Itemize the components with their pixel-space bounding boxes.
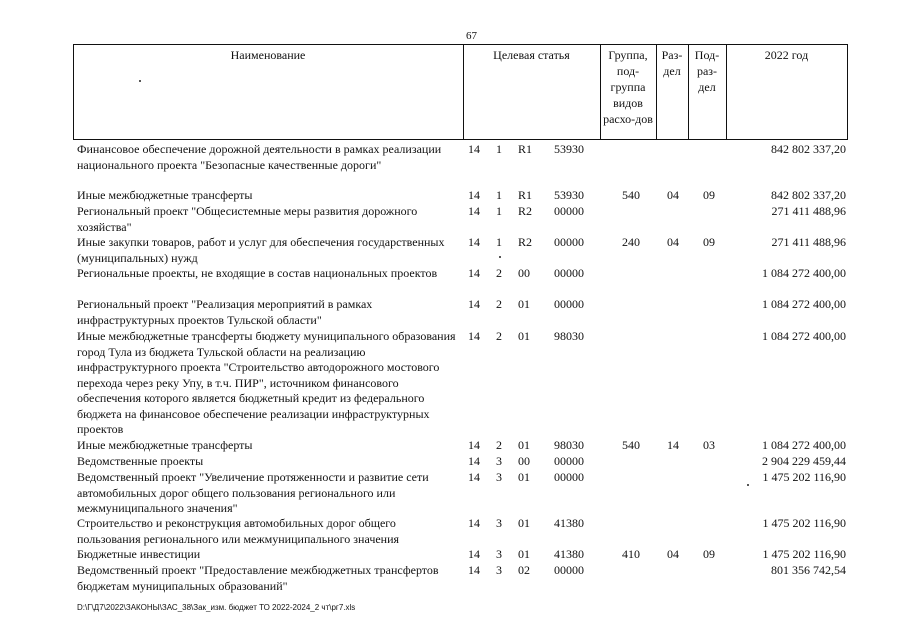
row-code-3: 00 — [518, 266, 530, 280]
row-code-3: 02 — [518, 563, 530, 577]
header-divider-target — [600, 44, 601, 140]
row-code-3: R2 — [518, 235, 533, 249]
row-code-2: 3 — [496, 563, 502, 577]
row-name: Ведомственный проект "Предоставление межбюджетных трансфертов бюджетам муниципальных образований" — [77, 563, 439, 593]
row-section: 14 — [667, 438, 679, 452]
row-code-2: 1 — [496, 235, 502, 249]
row-name: Иные межбюджетные трансферты бюджету муниципального образования город Тула из бюджета Тульской области на реализацию инфраструктурного проекта "Строительство автодорожного мостового перехода через реку Упу, в т.ч. ПИР", источником финансового обеспечения которого является бюджетный кредит из федерального бюджета на финансовое обеспечение реализации инфраструктурных проектов — [77, 329, 456, 436]
page-number: 67 — [466, 30, 477, 42]
row-code-3: 01 — [518, 547, 530, 561]
row-code-1: 14 — [468, 204, 480, 218]
row-amount: 842 802 337,20 — [771, 142, 846, 156]
row-amount: 2 904 229 459,44 — [762, 454, 846, 468]
row-code-2: 3 — [496, 454, 502, 468]
header-bottom-border — [73, 139, 848, 140]
row-amount: 1 475 202 116,90 — [762, 547, 846, 561]
row-name: Строительство и реконструкция автомобильных дорог общего пользования регионального или межмуниципального значения — [77, 516, 400, 546]
row-amount: 271 411 488,96 — [771, 235, 846, 249]
scan-speck — [139, 80, 141, 82]
row-section: 04 — [667, 188, 679, 202]
row-code-4: 00000 — [554, 204, 584, 218]
header-divider-group — [656, 44, 657, 140]
row-group: 540 — [622, 188, 640, 202]
row-code-3: 01 — [518, 297, 530, 311]
header-top-border — [73, 44, 848, 45]
row-amount: 1 084 272 400,00 — [762, 297, 846, 311]
row-code-1: 14 — [468, 470, 480, 484]
row-code-2: 1 — [496, 142, 502, 156]
header-subsection: Под-раз-дел — [694, 48, 720, 94]
row-code-2: 2 — [496, 438, 502, 452]
row-code-2: 1 — [496, 188, 502, 202]
row-amount: 1 084 272 400,00 — [762, 266, 846, 280]
row-code-4: 98030 — [554, 438, 584, 452]
row-code-2: 3 — [496, 516, 502, 530]
header-name: Наименование — [230, 48, 306, 62]
header-right-border — [847, 44, 848, 140]
row-code-2: 2 — [496, 329, 502, 343]
row-code-3: 01 — [518, 470, 530, 484]
row-code-2: 1 — [496, 204, 502, 218]
row-code-3: R1 — [518, 142, 533, 156]
row-code-3: 01 — [518, 438, 530, 452]
row-code-4: 00000 — [554, 454, 584, 468]
row-code-4: 00000 — [554, 297, 584, 311]
row-name: Финансовое обеспечение дорожной деятельности в рамках реализации национального проекта "Безопасные качественные дороги" — [77, 142, 442, 172]
row-code-1: 14 — [468, 516, 480, 530]
header-group: Группа, под-группа видов расхо-дов — [603, 48, 653, 126]
row-amount: 1 475 202 116,90 — [762, 516, 846, 530]
row-code-1: 14 — [468, 142, 480, 156]
row-amount: 1 084 272 400,00 — [762, 329, 846, 343]
row-code-1: 14 — [468, 454, 480, 468]
row-code-2: 3 — [496, 547, 502, 561]
row-name: Иные закупки товаров, работ и услуг для обеспечения государственных (муниципальных) нужд — [77, 235, 445, 265]
header-year: 2022 год — [764, 48, 809, 62]
row-name: Иные межбюджетные трансферты — [77, 438, 253, 452]
row-code-1: 14 — [468, 563, 480, 577]
row-code-1: 14 — [468, 188, 480, 202]
row-code-3: 01 — [518, 516, 530, 530]
scan-speck — [499, 256, 501, 258]
row-name: Региональный проект "Общесистемные меры развития дорожного хозяйства" — [77, 204, 418, 234]
row-code-4: 00000 — [554, 235, 584, 249]
row-group: 410 — [622, 547, 640, 561]
row-name: Ведомственные проекты — [77, 454, 204, 468]
row-subsection: 03 — [703, 438, 715, 452]
row-code-1: 14 — [468, 235, 480, 249]
row-code-4: 00000 — [554, 470, 584, 484]
row-code-4: 41380 — [554, 516, 584, 530]
row-code-2: 2 — [496, 266, 502, 280]
row-code-4: 53930 — [554, 142, 584, 156]
row-code-3: 00 — [518, 454, 530, 468]
row-name: Ведомственный проект "Увеличение протяженности и развитие сети автомобильных дорог общего пользования регионального или межмуниципального значения" — [77, 470, 429, 515]
row-code-2: 2 — [496, 297, 502, 311]
row-code-1: 14 — [468, 297, 480, 311]
row-code-2: 3 — [496, 470, 502, 484]
row-amount: 1 084 272 400,00 — [762, 438, 846, 452]
row-code-4: 98030 — [554, 329, 584, 343]
row-group: 240 — [622, 235, 640, 249]
row-section: 04 — [667, 547, 679, 561]
row-amount: 1 475 202 116,90 — [762, 470, 846, 484]
row-subsection: 09 — [703, 547, 715, 561]
row-name: Региональный проект "Реализация мероприятий в рамках инфраструктурных проектов Тульской области" — [77, 297, 373, 327]
row-amount: 271 411 488,96 — [771, 204, 846, 218]
row-name: Иные межбюджетные трансферты — [77, 188, 253, 202]
row-code-3: 01 — [518, 329, 530, 343]
header-target: Целевая статья — [493, 48, 570, 62]
row-amount: 801 356 742,54 — [771, 563, 846, 577]
row-code-3: R2 — [518, 204, 533, 218]
row-name: Бюджетные инвестиции — [77, 547, 201, 561]
row-code-4: 00000 — [554, 563, 584, 577]
row-group: 540 — [622, 438, 640, 452]
row-code-1: 14 — [468, 547, 480, 561]
row-code-1: 14 — [468, 266, 480, 280]
row-name: Региональные проекты, не входящие в состав национальных проектов — [77, 266, 438, 280]
header-section: Раз-дел — [661, 48, 683, 78]
row-code-4: 00000 — [554, 266, 584, 280]
header-divider-section — [688, 44, 689, 140]
row-code-4: 41380 — [554, 547, 584, 561]
row-subsection: 09 — [703, 235, 715, 249]
row-subsection: 09 — [703, 188, 715, 202]
row-section: 04 — [667, 235, 679, 249]
row-code-3: R1 — [518, 188, 533, 202]
row-code-1: 14 — [468, 438, 480, 452]
row-code-4: 53930 — [554, 188, 584, 202]
row-amount: 842 802 337,20 — [771, 188, 846, 202]
footer-file-path: D:\Г\Д7\2022\ЗАКОНЫ\ЗАС_38\Зак_изм. бюджет ТО 2022-2024_2 чт\рг7.xls — [77, 603, 356, 612]
row-code-1: 14 — [468, 329, 480, 343]
